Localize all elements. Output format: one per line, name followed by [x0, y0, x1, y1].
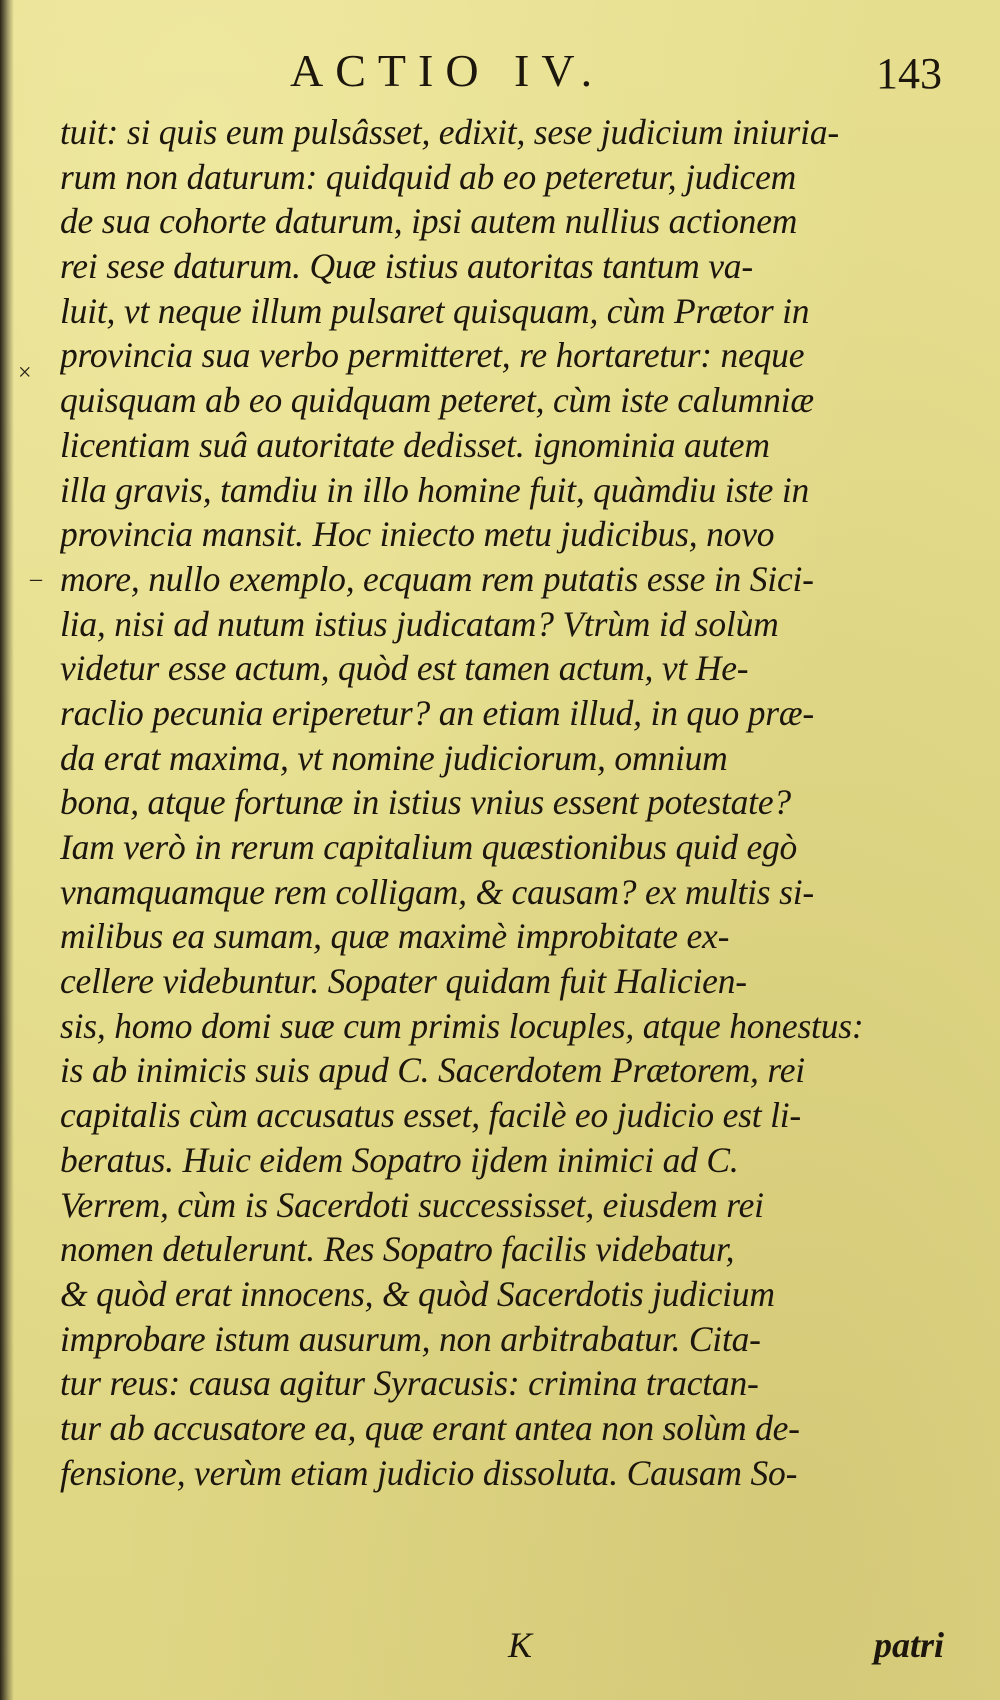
margin-mark: × [18, 360, 32, 386]
binding-shadow [0, 0, 14, 1700]
text-line: tur ab accusatore ea, quæ erant antea non solùm de- [60, 1407, 800, 1448]
text-line: vnamquamque rem colligam, & causam? ex multis si- [60, 871, 814, 912]
text-line: fensione, verùm etiam judicio dissoluta. Causam So- [60, 1452, 798, 1493]
text-line: provincia mansit. Hoc iniecto metu judicibus, novo [60, 514, 775, 555]
text-line: capitalis cùm accusatus esset, facilè eo judicio est li- [60, 1095, 802, 1136]
text-line: & quòd erat innocens, & quòd Sacerdotis judicium [60, 1273, 775, 1314]
text-line: luit, vt neque illum pulsaret quisquam, cùm Prætor in [60, 290, 810, 331]
text-line: provincia sua verbo permitteret, re hortaretur: neque [60, 335, 805, 376]
text-line: cellere videbuntur. Sopater quidam fuit Halicien- [60, 961, 747, 1002]
text-line: Iam verò in rerum capitalium quæstionibus quid egò [60, 827, 798, 867]
text-line: rei sese daturum. Quæ istius autoritas tantum va- [60, 246, 753, 287]
text-line: lia, nisi ad nutum istius judicatam? Vtrùm id solùm [60, 603, 779, 644]
text-line: is ab inimicis suis apud C. Sacerdotem Prætorem, rei [60, 1050, 805, 1091]
text-line: tur reus: causa agitur Syracusis: crimina tractan- [60, 1363, 759, 1404]
running-title: ACTIO IV. [290, 45, 605, 96]
text-line: tuit: si quis eum pulsâsset, edixit, sese judicium iniuria- [60, 112, 839, 152]
catchword: patri [873, 1625, 944, 1665]
text-line: more, nullo exemplo, ecquam rem putatis esse in Sici- [60, 558, 814, 599]
text-line: Verrem, cùm is Sacerdoti successisset, eiusdem rei [60, 1184, 764, 1225]
page-footer [0, 1624, 1000, 1674]
text-line: quisquam ab eo quidquam peteret, cùm iste calumniæ [60, 380, 814, 421]
text-line: beratus. Huic eidem Sopatro ijdem inimici ad C. [60, 1139, 739, 1180]
text-line: sis, homo domi suæ cum primis locuples, atque honestus: [60, 1005, 864, 1046]
text-line: da erat maxima, vt nomine judiciorum, omnium [60, 737, 728, 778]
text-line: nomen detulerunt. Res Sopatro facilis videbatur, [60, 1229, 735, 1270]
margin-mark: – [30, 566, 42, 592]
page-number: 143 [876, 49, 942, 98]
text-line: videtur esse actum, quòd est tamen actum, vt He- [60, 648, 749, 689]
page-header [0, 44, 1000, 114]
signature-mark: K [508, 1625, 533, 1665]
text-line: improbare istum ausurum, non arbitrabatur. Cita- [60, 1318, 761, 1359]
text-line: de sua cohorte daturum, ipsi autem nullius actionem [60, 201, 798, 242]
body-text [60, 110, 950, 1495]
text-line: licentiam suâ autoritate dedisset. ignominia autem [60, 424, 770, 465]
text-line: milibus ea sumam, quæ maximè improbitate ex- [60, 916, 730, 957]
text-line: bona, atque fortunæ in istius vnius essent potestate? [60, 782, 791, 823]
text-line: rum non daturum: quidquid ab eo peteretur, judicem [60, 156, 797, 197]
text-line: raclio pecunia eriperetur? an etiam illud, in quo præ- [60, 692, 815, 733]
text-line: illa gravis, tamdiu in illo homine fuit, quàmdiu iste in [60, 469, 810, 510]
